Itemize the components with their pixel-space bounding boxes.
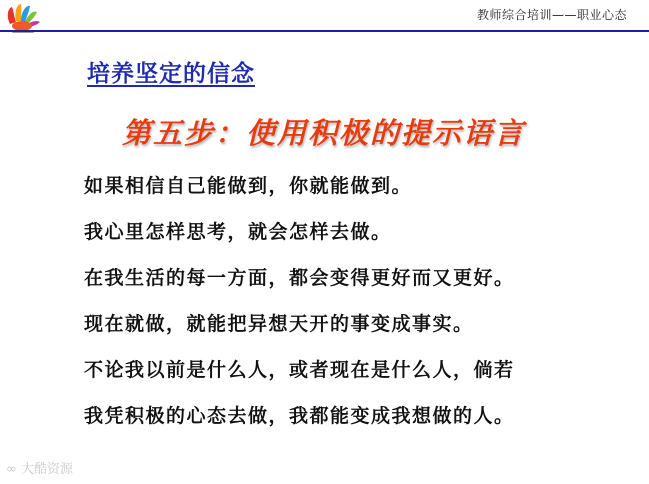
header-divider — [0, 30, 649, 32]
slide-title: 培养坚定的信念 — [87, 60, 255, 87]
affirmation-list — [84, 171, 515, 447]
watermark — [6, 458, 73, 477]
course-header-label: 教师综合培训——职业心态 — [476, 8, 627, 22]
slide-subtitle: 第五步：使用积极的提示语言 — [122, 116, 526, 150]
affirmation-line: 我凭积极的心态去做，我都能变成我想做的人。 — [84, 405, 515, 427]
affirmation-line: 在我生活的每一方面，都会变得更好而又更好。 — [84, 267, 515, 289]
watermark-text: 大酷资源 — [20, 462, 73, 477]
watermark-icon: ∞ — [6, 462, 17, 477]
affirmation-line: 现在就做，就能把异想天开的事变成事实。 — [84, 313, 474, 335]
affirmation-line: 不论我以前是什么人，或者现在是什么人，倘若 — [84, 359, 515, 381]
affirmation-line: 我心里怎样思考，就会怎样去做。 — [84, 221, 392, 243]
affirmation-line: 如果相信自己能做到，你就能做到。 — [84, 175, 413, 197]
